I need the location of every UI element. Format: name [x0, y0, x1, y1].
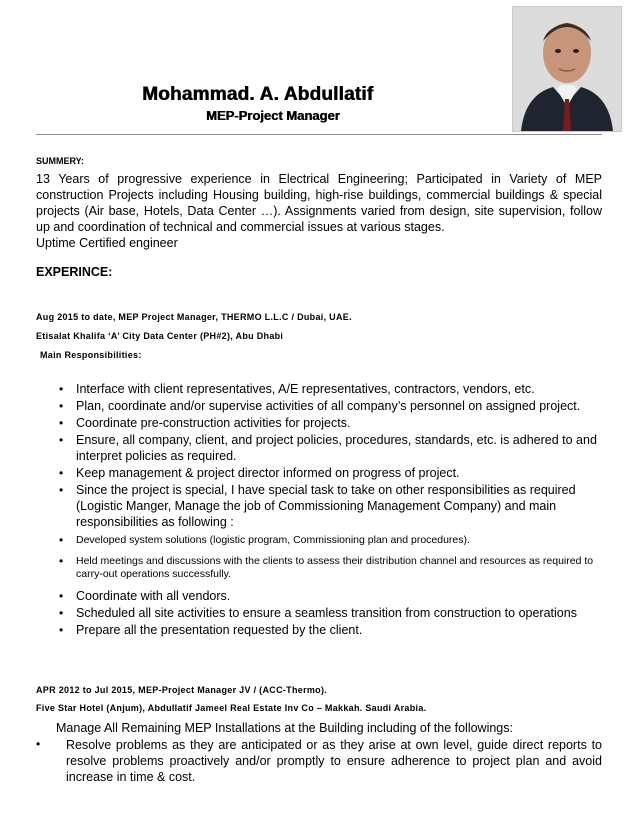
list-item [56, 605, 602, 621]
summary-heading: SUMMERY: [36, 156, 84, 166]
experience-heading: EXPERINCE: [36, 265, 113, 279]
certification-text: Uptime Certified engineer [36, 236, 178, 250]
bullet-icon: • [59, 399, 64, 413]
bullet-icon: • [59, 605, 64, 620]
bullet-icon: • [36, 737, 41, 751]
list-item [56, 622, 602, 638]
list-item [56, 534, 602, 548]
list-item-text: Held meetings and discussions with the clients to assess their distribution channel and resources as required to carry-out operations successfully. [76, 554, 594, 580]
list-item-text: Coordinate with all vendors. [76, 588, 231, 603]
list-item-text: Prepare all the presentation requested by the client. [76, 622, 363, 637]
list-item-text: Interface with client representatives, A/E representatives, contractors, vendors, etc. [76, 382, 535, 396]
bullet-icon: • [59, 588, 64, 603]
header-divider [36, 134, 602, 135]
list-item-text: Scheduled all site activities to ensure a seamless transition from construction to operations [76, 605, 577, 620]
candidate-title: MEP-Project Manager [206, 108, 340, 123]
bullet-icon: • [59, 466, 64, 480]
list-item [56, 482, 602, 530]
list-item [56, 432, 602, 464]
bullet-icon: • [59, 533, 64, 547]
list-item [56, 555, 602, 582]
job2-intro: Manage All Remaining MEP Installations at the Building including of the followings: [56, 721, 513, 735]
bullet-icon: • [59, 433, 64, 447]
list-item [56, 381, 602, 397]
list-item-text: Developed system solutions (logistic program, Commissioning plan and procedures). [76, 534, 470, 546]
bullet-icon: • [59, 622, 64, 637]
portrait-photo [512, 6, 622, 132]
job1-responsibilities-heading: Main Responsibilities: [40, 350, 142, 360]
job2-project: Five Star Hotel (Anjum), Abdullatif Jameel Real Estate Inv Co – Makkah. Saudi Arabia. [36, 703, 427, 713]
list-item-text: Coordinate pre-construction activities for projects. [76, 416, 351, 430]
list-item [56, 415, 602, 431]
job1-project: Etisalat Khalifa ‘A’ City Data Center (PH#2), Abu Dhabi [36, 331, 284, 341]
list-item-text: Keep management & project director informed on progress of project. [76, 466, 460, 480]
summary-text: 13 Years of progressive experience in Electrical Engineering; Participated in Variety of MEP construction Projects including Housing building, high-rise buildings, commercial buildings & special projects (Air base, Hotels, Data Center …). Assignments varied from design, site supervision, follow up and coordination of technical and commercial issues at various stages. [36, 172, 602, 234]
list-item-text: Ensure, all company, client, and project policies, procedures, standards, etc. is adhered to and interpret policies as required. [76, 433, 597, 463]
bullet-icon: • [59, 382, 64, 396]
list-item-text: Resolve problems as they are anticipated or as they arise at own level, guide direct reports to resolve problems proactively and/or promptly to ensure adherence to project plan and avoid increase in time & cost. [66, 738, 602, 784]
candidate-name: Mohammad. A. Abdullatif [142, 84, 374, 105]
list-item [56, 465, 602, 481]
list-item [56, 588, 602, 604]
job2-period: APR 2012 to Jul 2015, MEP-Project Manager JV / (ACC-Thermo). [36, 685, 328, 695]
bullet-icon: • [59, 553, 64, 568]
list-item [56, 398, 602, 414]
list-item-text: Plan, coordinate and/or supervise activities of all company’s personnel on assigned project. [76, 399, 581, 413]
job1-responsibilities-list [56, 381, 602, 639]
bullet-icon: • [59, 483, 64, 497]
job1-period: Aug 2015 to date, MEP Project Manager, THERMO L.L.C / Dubai, UAE. [36, 312, 352, 322]
list-item-text: Since the project is special, I have special task to take on other responsibilities as required (Logistic Manger, Manage the job of Commissioning Management Company) and main responsibilities as following : [76, 483, 576, 529]
bullet-icon: • [59, 416, 64, 430]
portrait-photo-graphic [513, 7, 621, 131]
